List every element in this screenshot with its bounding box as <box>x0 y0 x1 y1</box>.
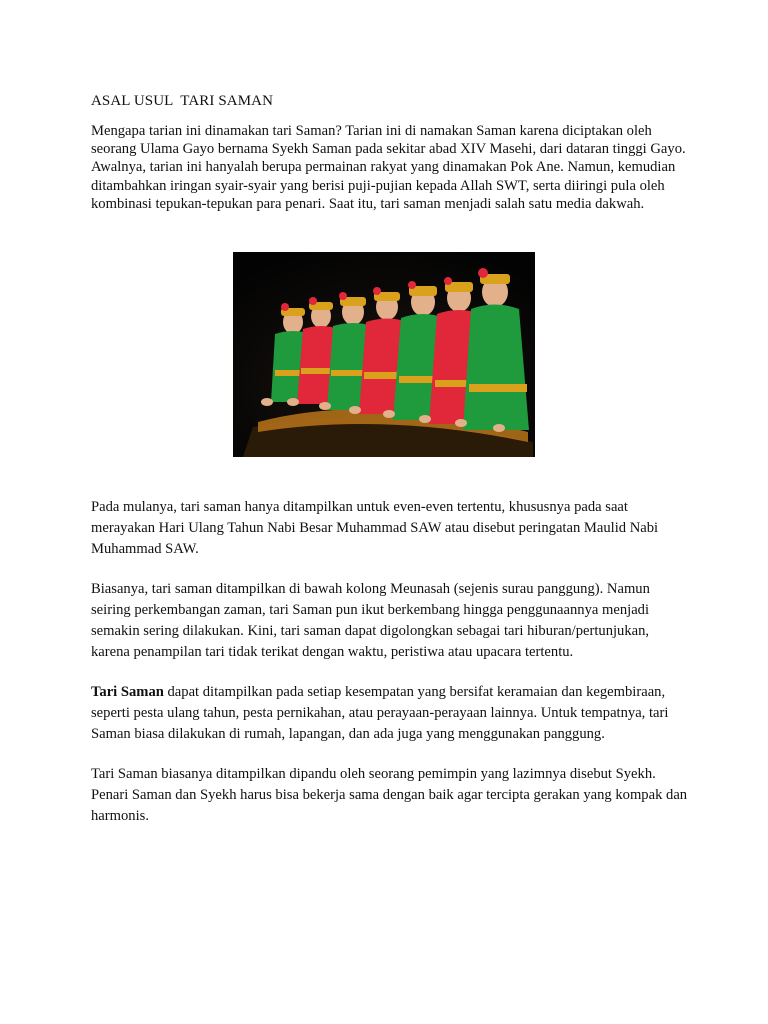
document-title: ASAL USUL TARI SAMAN <box>91 93 274 109</box>
occasions-text: dapat ditampilkan pada setiap kesempatan yang bersifat keramaian dan kegembiraan, seperti pesta ulang tahun, pesta pernikahan, atau perayaan-perayaan lainnya. Untuk tempatnya, tari Saman biasa dilakukan di rumah, lapangan, dan ada juga yang menggunakan panggung. <box>91 684 669 742</box>
saman-dancers-photo <box>233 252 535 457</box>
paragraph-syekh: Tari Saman biasanya ditampilkan dipandu oleh seorang pemimpin yang lazimnya disebut Syekh. Penari Saman dan Syekh harus bisa bekerja sama dengan baik agar tercipta gerakan yang kompak dan harmonis. <box>91 766 688 824</box>
bold-lead-text: Tari Saman <box>91 684 164 700</box>
intro-paragraph: Mengapa tarian ini dinamakan tari Saman? Tarian ini di namakan Saman karena diciptakan oleh seorang Ulama Gayo bernama Syekh Saman pada sekitar abad XIV Masehi, dari dataran tinggi Gayo. Awalnya, tarian ini hanyalah berupa permainan rakyat yang dinamakan Pok Ane. Namun, kemudian ditambahkan iringan syair-syair yang berisi puji-pujian kepada Allah SWT, serta diiringi pula oleh kombinasi tepukan-tepukan para penari. Saat itu, tari saman menjadi salah satu media dakwah. <box>91 123 686 212</box>
paragraph-meunasah: Biasanya, tari saman ditampilkan di bawah kolong Meunasah (sejenis surau panggung). Namun seiring perkembangan zaman, tari Saman pun ikut berkembang hingga penggunaannya menjadi semakin sering dilakukan. Kini, tari saman dapat digolongkan sebagai tari hiburan/pertunjukan, karena penampilan tari tidak terikat dengan waktu, peristiwa atau upacara tertentu. <box>91 581 650 660</box>
dancers-illustration <box>233 252 535 457</box>
paragraph-maulid: Pada mulanya, tari saman hanya ditampilkan untuk even-even tertentu, khususnya pada saat merayakan Hari Ulang Tahun Nabi Besar Muhammad SAW atau disebut peringatan Maulid Nabi Muhammad SAW. <box>91 499 659 557</box>
body-text <box>91 497 691 827</box>
document-page <box>91 92 691 824</box>
paragraph-occasions <box>91 682 691 745</box>
